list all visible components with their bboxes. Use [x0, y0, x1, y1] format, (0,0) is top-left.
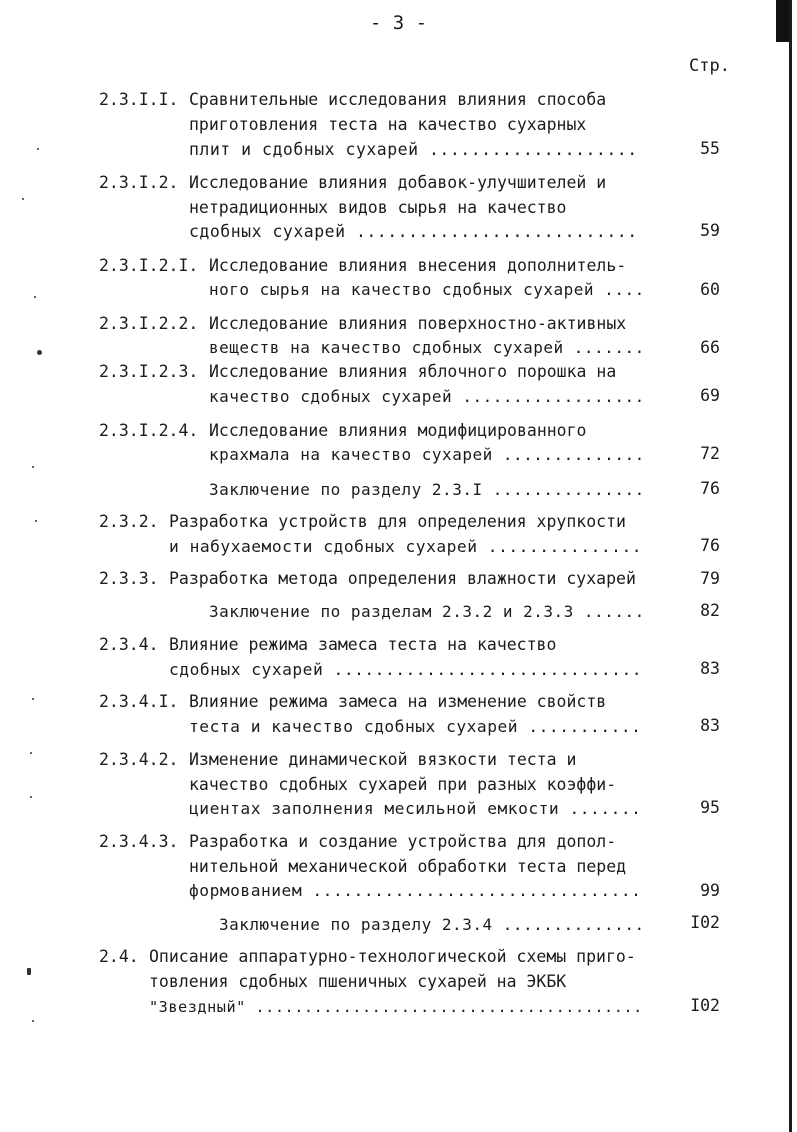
toc-entry-text: плит и сдобных сухарей ....................: [189, 140, 638, 159]
toc-entry-number: 2.3.I.2.4.: [99, 421, 199, 440]
toc-entry-text: ного сырья на качество сдобных сухарей ....: [209, 280, 645, 299]
toc-entry-text: Описание аппаратурно-технологической схемы приго-: [149, 947, 636, 966]
scan-speck: [37, 350, 42, 355]
scan-speck: [30, 796, 32, 798]
scan-speck: [35, 520, 37, 522]
scan-speck: [32, 1020, 34, 1022]
toc-entry-text: нительной механической обработки теста перед: [189, 857, 627, 876]
toc-entry-text: Изменение динамической вязкости теста и: [189, 750, 577, 769]
toc-entry-text: Исследование влияния внесения дополнитель-: [209, 256, 627, 275]
toc-entry-number: 2.3.4.3.: [99, 832, 179, 851]
toc-entry-text: Исследование влияния поверхностно-активных: [209, 314, 627, 333]
toc-entry-text: Разработка устройств для определения хрупкости: [169, 512, 626, 531]
toc-entry-page: 55: [700, 139, 720, 158]
toc-entry-text: Влияние режима замеса теста на качество: [169, 635, 557, 654]
toc-entry-page: I02: [690, 913, 720, 932]
toc-entry-text: качество сдобных сухарей при разных коэффи-: [189, 775, 617, 794]
toc-entry-text: нетрадиционных видов сырья на качество: [189, 198, 567, 217]
scan-speck: [32, 698, 34, 700]
toc-entry-page: 99: [700, 881, 720, 900]
toc-entry-text: сдобных сухарей ...........................: [189, 222, 638, 241]
toc-entry-text: формованием ................................: [189, 881, 642, 900]
toc-entry-number: 2.3.3.: [99, 569, 159, 588]
toc-entry-page: 83: [700, 716, 720, 735]
toc-entry-text: Заключение по разделам 2.3.2 и 2.3.3 ......: [209, 602, 645, 621]
toc-entry-number: 2.3.4.I.: [99, 692, 179, 711]
toc-entry-page: 59: [700, 221, 720, 240]
toc-entry-text: товления сдобных пшеничных сухарей на ЭКБК: [149, 972, 567, 991]
scan-speck: [30, 752, 32, 754]
toc-entry-page: 69: [700, 386, 720, 405]
toc-entry-number: 2.3.4.: [99, 635, 159, 654]
toc-entry-page: 79: [700, 569, 720, 588]
toc-entry-text: Исследование влияния модифицированного: [209, 421, 587, 440]
scan-speck: [22, 198, 24, 200]
toc-entry-page: 60: [700, 280, 720, 299]
toc-entry-page: 66: [700, 338, 720, 357]
toc-entry-text: и набухаемости сдобных сухарей ...............: [169, 537, 643, 556]
toc-entry-number: 2.3.I.2.3.: [99, 362, 199, 381]
toc-entry-number: 2.3.2.: [99, 512, 159, 531]
scan-speck: [34, 296, 36, 298]
toc-entry-text: крахмала на качество сухарей ..............: [209, 445, 645, 464]
toc-entry-page: 83: [700, 659, 720, 678]
scan-speck: [32, 466, 34, 468]
toc-entry-text: сдобных сухарей ..............................: [169, 660, 643, 679]
toc-entry-text: Заключение по разделу 2.3.I ...............: [209, 480, 645, 499]
page-edge-line: [789, 0, 792, 1132]
toc-entry-text: "Звездный" ........................................: [149, 998, 643, 1016]
toc-entry-number: 2.3.I.I.: [99, 90, 179, 109]
toc-entry-text: Разработка метода определения влажности сухарей: [169, 569, 636, 588]
toc-entry-text: Заключение по разделу 2.3.4 ..............: [219, 915, 645, 934]
toc-entry-page: 76: [700, 479, 720, 498]
toc-entry-page: 95: [700, 798, 720, 817]
toc-entry-text: Исследование влияния яблочного порошка на: [209, 362, 617, 381]
toc-entry-page: 76: [700, 536, 720, 555]
toc-entry-text: Исследование влияния добавок-улучшителей и: [189, 173, 607, 192]
toc-entry-text: теста и качество сдобных сухарей ...........: [189, 717, 642, 736]
toc-entry-text: приготовления теста на качество сухарных: [189, 115, 587, 134]
toc-entry-number: 2.3.4.2.: [99, 750, 179, 769]
toc-entry-text: веществ на качество сдобных сухарей .......: [209, 338, 645, 357]
toc-entry-number: 2.3.I.2.I.: [99, 256, 199, 275]
toc-entry-page: I02: [690, 996, 720, 1015]
toc-entry-number: 2.4.: [99, 947, 139, 966]
toc-entry-text: Влияние режима замеса на изменение свойств: [189, 692, 607, 711]
toc-entry-text: качество сдобных сухарей ..................: [209, 387, 645, 406]
toc-entry-text: Сравнительные исследования влияния способа: [189, 90, 607, 109]
toc-entry-page: 82: [700, 601, 720, 620]
toc-entry-text: Разработка и создание устройства для допол-: [189, 832, 617, 851]
toc-entry-page: 72: [700, 444, 720, 463]
scan-speck: [37, 148, 39, 150]
toc-entry-number: 2.3.I.2.2.: [99, 314, 199, 333]
scan-speck: [27, 968, 31, 975]
toc-entry-number: 2.3.I.2.: [99, 173, 179, 192]
toc-entry-text: циентах заполнения месильной емкости .......: [189, 799, 642, 818]
page-column-header: Стр.: [689, 56, 730, 76]
page-number: - 3 -: [369, 12, 428, 34]
